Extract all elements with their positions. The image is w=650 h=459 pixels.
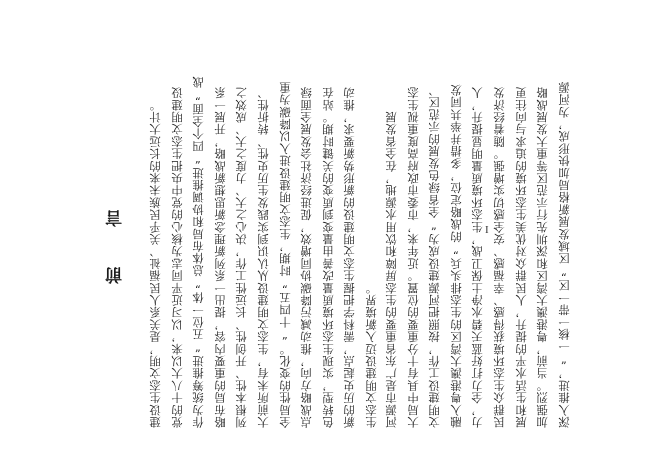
text-line: 点战略方向，推动减污降碳协同增效，促进经济社会发展全面绿 (299, 86, 314, 428)
text-line: 新的历史起点，需科学把握生态文明建设的新形势新要求，推动 (342, 86, 357, 428)
text-line: 文明建设工作，按照把河源建设成为“全省绿色发展的示范区、 (427, 83, 442, 428)
text-line: 力，全力打好蓝天碧水净土保卫战，生态环境质量明显提升，人 (470, 86, 485, 428)
text-line: 色转型，实现生态环境质量改善由量变到质变的关键时期。站在 (320, 86, 335, 428)
text-line: 党的十八大以来，以习近平同志为核心的党中央把生态文明建设 (169, 86, 184, 428)
text-line: 河源市是广东省重要的生态屏障和饮用水源地，在全省发展 (384, 110, 398, 428)
text-line: 大局中具有十分重要的位置。近年来，市委市政府高度重视生态 (405, 86, 420, 428)
text-line: 加强烈。当前，粤港澳大湾区和深圳先行示范区等重大发展战略 (535, 86, 550, 428)
text-line: 列根本性、开创性、长远性工作，决心之大、力度之大、成效之 (234, 86, 249, 428)
page-number: I (485, 224, 489, 236)
text-line: 展和生活水平的提升，人民群众对优美生态环境的追求与向往更 (513, 86, 528, 428)
text-line: 建设生态文明，是关系人民福祉、关乎民族未来的长远大计。 (148, 98, 162, 428)
text-line: 融入粤港澳大湾区的生态排头兵”的战略定位，多措并举共同发 (448, 83, 463, 428)
text-line: 大前所未有，生态文明建设从认识到实践发生历史性、转折性、 (256, 86, 270, 428)
page-title: 前 言 (106, 200, 126, 284)
text-line: 作为统筹推进“五位一体”总体布局和协调推进“四个全面”战 (191, 76, 206, 428)
text-line: 全局性的变化。“十四五”时期，生态文明建设进入以降碳为重 (277, 81, 292, 428)
text-line: 略布局的重要内容，提出一系列新理念新思想新战略，开展一系 (212, 86, 227, 428)
text-line: 生态文明建设迈入新境界。 (364, 281, 378, 428)
text-line: 深入推进，“一核一带一区”区域发展新格局加快形成，为河源 (556, 81, 571, 428)
text-line: 民群众生态环境获得感、幸福感、安全感切实增强。随着经济发 (492, 86, 506, 428)
